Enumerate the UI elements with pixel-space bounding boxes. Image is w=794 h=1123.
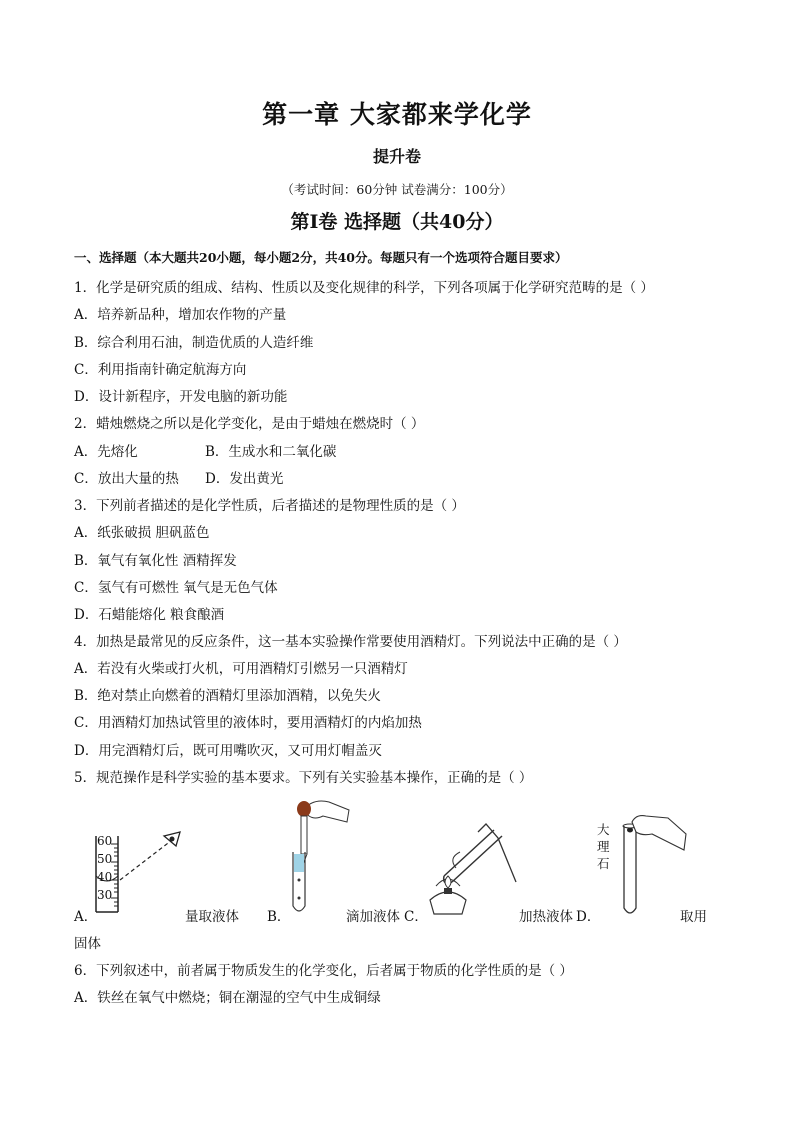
marble-label-char: 大: [597, 822, 610, 837]
question-2-stem: 2．蜡烛燃烧之所以是化学变化，是由于蜡烛在燃烧时（ ）: [74, 416, 425, 432]
cylinder-tick-label: 30: [97, 888, 113, 902]
question-6-stem: 6．下列叙述中，前者属于物质发生的化学变化，后者属于物质的化学性质的是（ ）: [74, 963, 573, 979]
question-1-option-d: D．设计新程序，开发电脑的新功能: [74, 389, 288, 405]
marble-label-char: 石: [597, 856, 610, 871]
figure-b-dropper: [283, 796, 353, 918]
exam-meta: （考试时间：60分钟 试卷满分：100分）: [281, 182, 513, 197]
question-4-option-d: D．用完酒精灯后，既可用嘴吹灭，又可用灯帽盖灭: [74, 743, 382, 759]
question-1-option-c: C．利用指南针确定航海方向: [74, 362, 247, 378]
question-4-option-b: B．绝对禁止向燃着的酒精灯里添加酒精，以免失火: [74, 688, 381, 704]
question-4-option-c: C．用酒精灯加热试管里的液体时，要用酒精灯的内焰加热: [74, 715, 422, 731]
question-3-option-a: A．纸张破损 胆矾蓝色: [74, 525, 210, 541]
question-1-option-a: A．培养新品种，增加农作物的产量: [74, 307, 287, 323]
question-5-option-c-letter: C．: [404, 909, 428, 925]
question-2-option-a: A．先熔化: [74, 444, 138, 460]
cylinder-tick-label: 40: [97, 870, 113, 884]
question-3-option-d: D．石蜡能熔化 粮食酿酒: [74, 607, 225, 623]
question-3-option-c: C．氢气有可燃性 氧气是无色气体: [74, 580, 278, 596]
question-1-stem: 1．化学是研究质的组成、结构、性质以及变化规律的科学，下列各项属于化学研究范畴的是（ ）: [74, 280, 654, 296]
question-2-option-d: D．发出黄光: [205, 471, 284, 487]
figure-c-heating-liquid: [426, 820, 521, 920]
question-4-option-a: A．若没有火柴或打火机，可用酒精灯引燃另一只酒精灯: [74, 661, 408, 677]
question-5-option-d-text: 取用: [680, 909, 707, 925]
marble-label-char: 理: [597, 839, 610, 854]
question-2-option-c: C．放出大量的热: [74, 471, 179, 487]
question-5-option-b-text: 滴加液体: [346, 909, 400, 925]
page-subtitle: 提升卷: [372, 147, 421, 166]
section-instructions: 一、选择题（本大题共20小题，每小题2分，共40分。每题只有一个选项符合题目要求）: [74, 250, 568, 265]
question-5-option-c-text: 加热液体: [519, 909, 573, 925]
question-6-option-a: A．铁丝在氧气中燃烧；铜在潮湿的空气中生成铜绿: [74, 990, 381, 1006]
cylinder-tick-label: 60: [97, 834, 113, 848]
question-5-option-d-continuation: 固体: [74, 936, 101, 952]
question-5-option-a-text: 量取液体: [185, 909, 239, 925]
question-2-option-b: B．生成水和二氧化碳: [205, 444, 337, 460]
question-5-option-d-letter: D．: [576, 909, 601, 925]
question-3-option-b: B．氧气有氧化性 酒精挥发: [74, 553, 237, 569]
figure-d-marble-tube: [612, 812, 692, 920]
question-1-option-b: B．综合利用石油，制造优质的人造纤维: [74, 335, 314, 351]
section-heading: 第Ⅰ卷 选择题（共40分）: [290, 211, 504, 233]
page-title: 第一章 大家都来学化学: [262, 100, 532, 129]
question-5-option-a-letter: A．: [74, 909, 98, 925]
question-4-stem: 4．加热是最常见的反应条件，这一基本实验操作常要使用酒精灯。下列说法中正确的是（ ）: [74, 634, 627, 650]
question-5-stem: 5．规范操作是科学实验的基本要求。下列有关实验基本操作，正确的是（ ）: [74, 770, 533, 786]
question-3-stem: 3．下列前者描述的是化学性质，后者描述的是物理性质的是（ ）: [74, 498, 465, 514]
question-5-option-b-letter: B．: [267, 909, 291, 925]
cylinder-tick-label: 50: [97, 852, 113, 866]
